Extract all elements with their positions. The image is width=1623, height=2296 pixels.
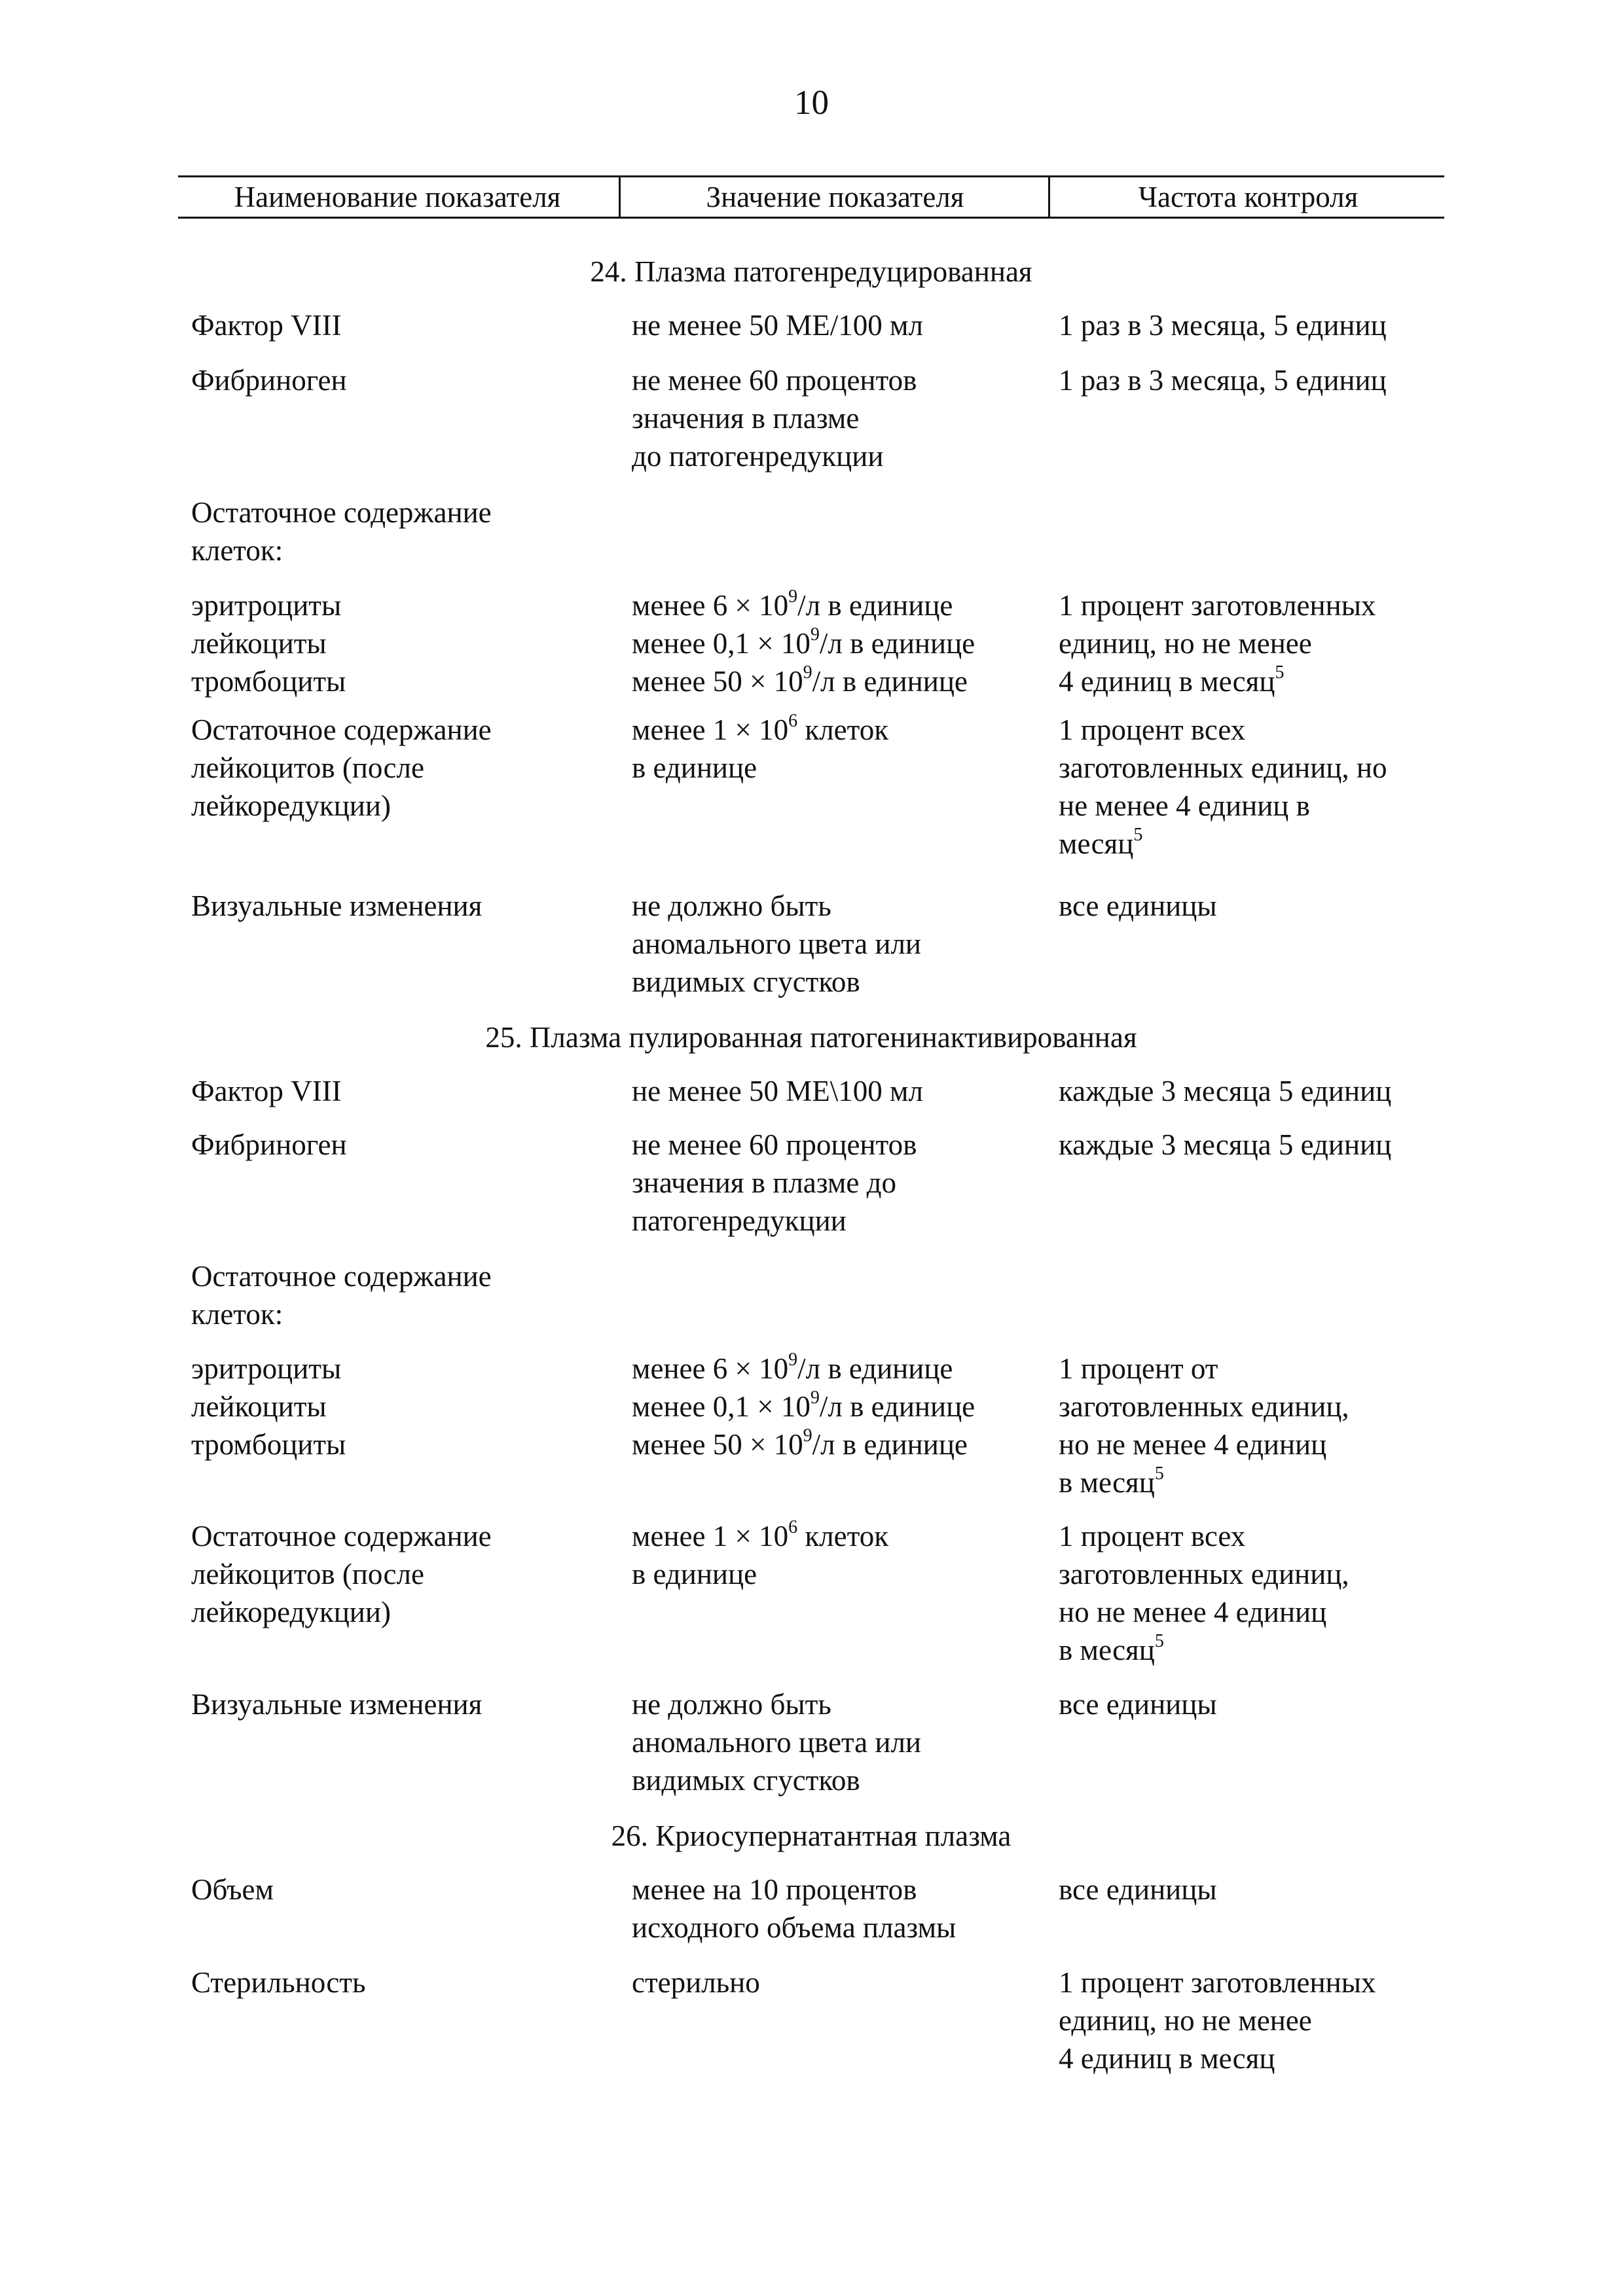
footnote-ref: 5 bbox=[1154, 1463, 1164, 1484]
page-number: 10 bbox=[794, 84, 829, 122]
s26-sterility-frequency: 1 процент заготовленных единиц, но не менее 4 единиц в месяц bbox=[1059, 1966, 1376, 2075]
s25-leuko-name: Остаточное содержание лейкоцитов (после лейкоредукции) bbox=[191, 1520, 492, 1628]
s24-leuko-value: менее $1 \times 10^6$ клеток в единице bbox=[632, 711, 889, 784]
footnote-ref: 5 bbox=[1275, 662, 1285, 683]
s25-cell-frequency: 1 процент от заготовленных единиц, но не менее 4 единиц в месяц$^5$ bbox=[1059, 1352, 1349, 1499]
s24-leuko-frequency: 1 процент всех заготовленных единиц, но не менее 4 единиц в месяц$^5$ bbox=[1059, 713, 1387, 860]
s25-factor-frequency: каждые 3 месяца 5 единиц bbox=[1059, 1075, 1392, 1107]
s24-factor-value: не менее 50 МЕ/100 мл bbox=[632, 309, 923, 342]
s24-fibrinogen-name: Фибриноген bbox=[191, 364, 347, 397]
s25-visual-value: не должно быть аномального цвета или видимых сгустков bbox=[632, 1688, 921, 1797]
s26-volume-frequency: все единицы bbox=[1059, 1873, 1217, 1906]
s25-cell-limits: менее $6 \times 10^9/л$ в единице менее $0,1 \times 10^9/л$ в единице менее $50 \times 10^9/л$ в единице bbox=[632, 1350, 976, 1461]
s26-volume-name: Объем bbox=[191, 1873, 274, 1906]
s24-factor-frequency: 1 раз в 3 месяца, 5 единиц bbox=[1059, 309, 1387, 342]
table-header bbox=[178, 175, 1444, 219]
s24-visual-name: Визуальные изменения bbox=[191, 889, 483, 922]
s25-cell-types: эритроциты лейкоциты тромбоциты bbox=[191, 1352, 346, 1461]
header-indicator-value: Значение показателя bbox=[619, 177, 1049, 217]
s25-factor-name: Фактор VIII bbox=[191, 1075, 342, 1107]
s25-fibrinogen-value: не менее 60 процентов значения в плазме до патогенредукции bbox=[632, 1128, 917, 1237]
footnote-ref: 5 bbox=[1133, 825, 1143, 845]
s24-factor-name: Фактор VIII bbox=[191, 309, 342, 342]
s25-residual-cells-label: Остаточное содержание клеток: bbox=[191, 1260, 492, 1331]
s25-leuko-frequency: 1 процент всех заготовленных единиц, но не менее 4 единиц в месяц$^5$ bbox=[1059, 1520, 1349, 1666]
section-title-26: 26. Криосупернатантная плазма bbox=[611, 1820, 1012, 1852]
s25-fibrinogen-frequency: каждые 3 месяца 5 единиц bbox=[1059, 1128, 1392, 1161]
s26-sterility-value: стерильно bbox=[632, 1966, 760, 1999]
header-indicator-name: Наименование показателя bbox=[234, 181, 561, 213]
s24-visual-value: не должно быть аномального цвета или видимых сгустков bbox=[632, 889, 921, 998]
s26-volume-value: менее на 10 процентов исходного объема плазмы bbox=[632, 1873, 957, 1944]
s25-factor-value: не менее 50 МЕ\100 мл bbox=[632, 1075, 923, 1107]
s24-cell-limits: менее $6 \times 10^9/л$ в единице менее $0,1 \times 10^9/л$ в единице менее $50 \times 10^9/л$ в единице bbox=[632, 586, 976, 698]
s24-fibrinogen-frequency: 1 раз в 3 месяца, 5 единиц bbox=[1059, 364, 1387, 397]
s25-visual-name: Визуальные изменения bbox=[191, 1688, 483, 1721]
header-control-frequency: Частота контроля bbox=[1048, 177, 1446, 217]
section-title-24: 24. Плазма патогенредуцированная bbox=[590, 255, 1032, 288]
footnote-ref: 5 bbox=[1154, 1631, 1164, 1651]
s25-leuko-value: менее $1 \times 10^6$ клеток в единице bbox=[632, 1517, 889, 1590]
s24-cell-types: эритроциты лейкоциты тромбоциты bbox=[191, 589, 346, 698]
section-title-25: 25. Плазма пулированная патогенинактивированная bbox=[485, 1021, 1137, 1054]
s25-fibrinogen-name: Фибриноген bbox=[191, 1128, 347, 1161]
s24-residual-cells-label: Остаточное содержание клеток: bbox=[191, 496, 492, 567]
s24-leuko-name: Остаточное содержание лейкоцитов (после лейкоредукции) bbox=[191, 713, 492, 822]
s24-fibrinogen-value: не менее 60 процентов значения в плазме до патогенредукции bbox=[632, 364, 917, 473]
s24-visual-frequency: все единицы bbox=[1059, 889, 1217, 922]
s24-cell-frequency: 1 процент заготовленных единиц, но не менее 4 единиц в месяц$^5$ bbox=[1059, 589, 1376, 698]
s25-visual-frequency: все единицы bbox=[1059, 1688, 1217, 1721]
s26-sterility-name: Стерильность bbox=[191, 1966, 366, 1999]
